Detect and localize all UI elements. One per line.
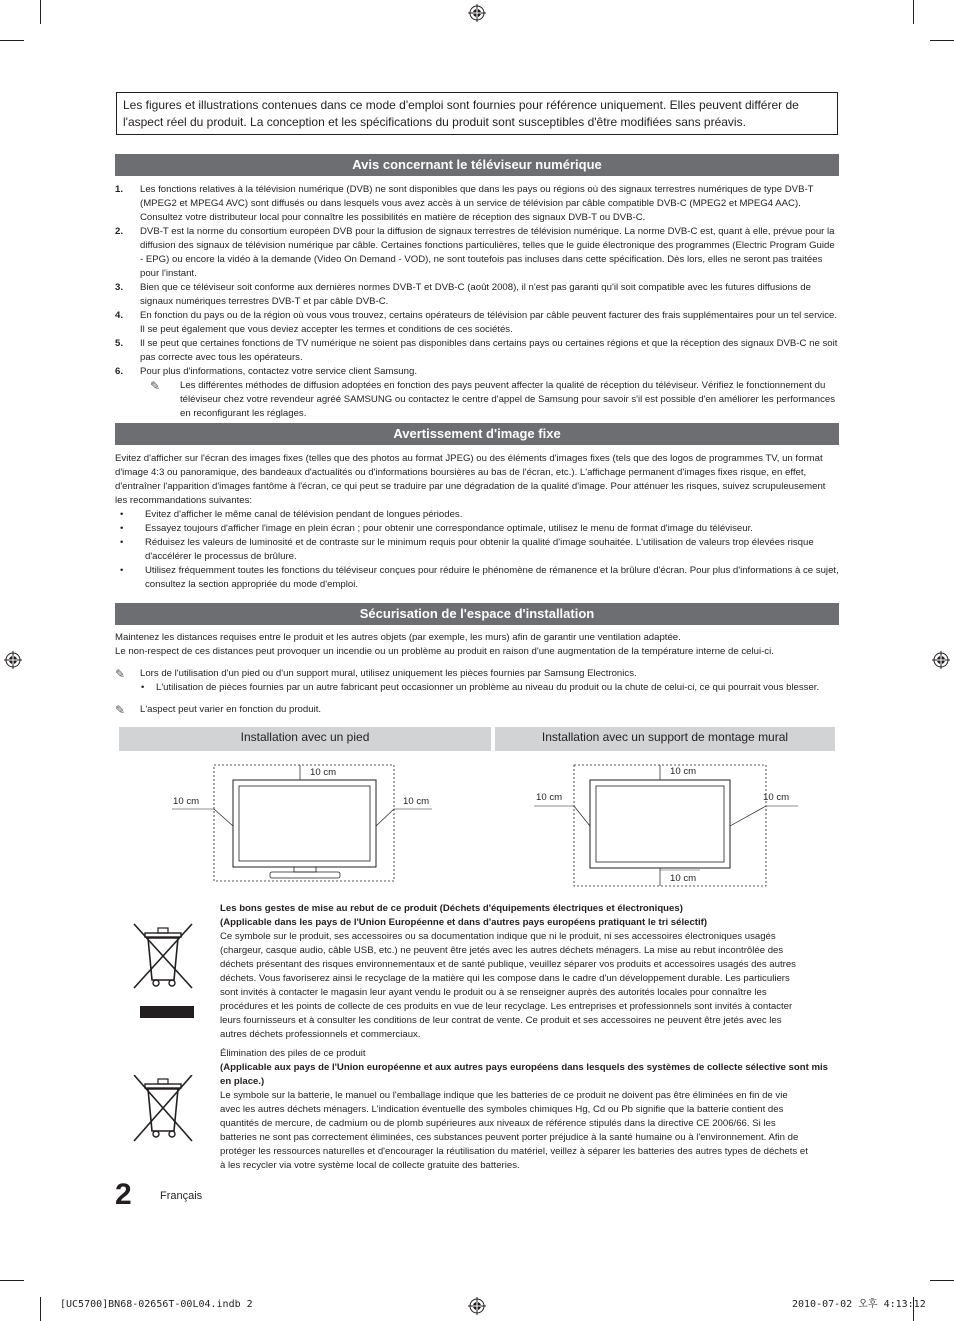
list-text: Utilisez fréquemment toutes les fonctions du téléviseur conçues pour réduire le phénomène de rémanence et la brûlure d'écran. Pour plus d'informations à ce sujet, consultez la section appropriée du mode d'emploi. bbox=[145, 565, 839, 590]
list-item bbox=[115, 183, 840, 225]
bullet: • bbox=[120, 523, 124, 534]
digital-tv-list bbox=[115, 183, 840, 421]
still-image-intro: Evitez d'afficher sur l'écran des images fixes (telles que des photos au format JPEG) ou des éléments d'images fixes (tels que des logos de programmes TV, un format d'image 4:3 ou panoramique, des bandeaux d'actualités ou d'informations boursières au bas de l'écran, etc.). L'affichage permanent d'images fixes risque, en effet, d'entraîner l'apparition d'images fantôme à l'écran, ce qui peut se traduire par une dégradation de la qualité d'image. Pour atténuer les risques, suivez scrupuleusement les recommandations suivantes: bbox=[115, 453, 826, 506]
print-slug-date: 2010-07-02 오후 4:13:12 bbox=[792, 1299, 926, 1310]
registration-mark-icon bbox=[932, 651, 950, 669]
crop-mark bbox=[0, 40, 24, 41]
distance-label-left: 10 cm bbox=[173, 796, 200, 807]
note-block bbox=[115, 667, 840, 681]
list-text: DVB-T est la norme du consortium européen DVB pour la diffusion de signaux terrestres de télévision numérique. La norme DVB-C est, quant à elle, prévue pour la diffusion des signaux de télévision numérique par câble. Certaines fonctions particulières, telles que le guide électronique des programmes (Electric Program Guide - EPG) ou encore la vidéo à la demande (Video On Demand - VOD), ne sont toutefois pas incluses dans cette spécification. Dès lors, elles ne seront pas traitées pour l'instant. bbox=[140, 226, 835, 279]
list-text: Essayez toujours d'afficher l'image en plein écran ; pour obtenir une correspondance optimale, utilisez le menu de format d'image du téléviseur. bbox=[145, 523, 753, 534]
weee-section bbox=[220, 902, 840, 1042]
battery-subtitle: (Applicable aux pays de l'Union européenne et aux autres pays européens dans lesquels des systèmes de collecte sélective sont mis en place.) bbox=[220, 1062, 828, 1087]
pencil-note-icon: ✎ bbox=[150, 379, 161, 393]
crossed-out-wheelie-bin-icon bbox=[132, 922, 194, 1018]
installation-paragraph: Le non-respect de ces distances peut provoquer un incendie ou un problème au produit en raison d'une augmentation de la température interne de celui-ci. bbox=[115, 646, 774, 657]
list-text: Pour plus d'informations, contactez votre service client Samsung. bbox=[140, 366, 417, 377]
bullet: • bbox=[141, 682, 145, 693]
still-image-section bbox=[115, 452, 840, 592]
battery-section bbox=[220, 1047, 840, 1173]
print-slug-file: [UC5700]BN68-02656T-00L04.indb 2 bbox=[60, 1299, 253, 1310]
note-block bbox=[115, 379, 840, 421]
bullet: • bbox=[120, 565, 124, 576]
list-number: 4. bbox=[115, 310, 124, 321]
list-text: Les fonctions relatives à la télévision numérique (DVB) ne sont disponibles que dans les pays ou régions où des signaux terrestres numériques de type DVB-T (MPEG2 et MPEG4 AVC) sont diffusés ou dans lesquels vous avez accès à un service de télévision par câble compatible DVB-C (MPEG2 et MPEG4 AAC). Consultez votre distributeur local pour connaître les possibilités en matière de réception des signaux DVB-T ou DVB-C. bbox=[140, 184, 814, 223]
page-language: Français bbox=[160, 1190, 203, 1202]
section-title-installation: Sécurisation de l'espace d'installation bbox=[115, 603, 839, 625]
column-header-wall-mount: Installation avec un support de montage mural bbox=[495, 727, 835, 751]
registration-mark-icon bbox=[4, 651, 22, 669]
list-text: Evitez d'afficher le même canal de télévision pendant de longues périodes. bbox=[145, 509, 463, 520]
bullet: • bbox=[120, 537, 124, 548]
section-title-digital-tv: Avis concernant le téléviseur numérique bbox=[115, 154, 839, 176]
crop-mark bbox=[930, 40, 954, 41]
crop-mark bbox=[930, 1280, 954, 1281]
installation-text bbox=[115, 631, 840, 717]
list-text: Bien que ce téléviseur soit conforme aux dernières normes DVB-T et DVB-C (août 2008), il n'est pas garanti qu'il soit compatible avec les futures diffusions de signaux numériques terrestres DVB-T et par câble DVB-C. bbox=[140, 282, 811, 307]
list-text: En fonction du pays ou de la région où vous vous trouvez, certains opérateurs de télévision par câble peuvent facturer des frais supplémentaires pour un tel service. Il se peut également que vous deviez accepter les termes et conditions de ces sociétés. bbox=[140, 310, 838, 335]
column-header-stand: Installation avec un pied bbox=[119, 727, 491, 751]
weee-body: Ce symbole sur le produit, ses accessoires ou sa documentation indique que ni le produit, ni ses accessoires électroniques usagés (chargeur, casque audio, câble USB, etc.) ne peuvent être jetés avec les autres déchets ménagers. La mise au rebut incontrôlée des déchets présentant des risques environnementaux et de santé publique, veuillez séparer vos produits et accessoires usagés des autres déchets. Vous favoriserez ainsi le recyclage de la matière qui les compose dans le cadre d'un développement durable. Les particuliers sont invités à contacter le magasin leur ayant vendu le produit ou à se renseigner auprès des autorités locales pour connaître les procédures et les points de collecte de ces produits en vue de leur recyclage. Les entreprises et professionnels sont invités à contacter leurs fournisseurs et à consulter les conditions de leur contrat de vente. Ce produit et ses accessoires ne peuvent être jetés avec les autres déchets professionnels et commerciaux. bbox=[220, 931, 796, 1040]
distance-label-top: 10 cm bbox=[310, 767, 337, 778]
disclaimer-box: Les figures et illustrations contenues dans ce mode d'emploi sont fournies pour référence uniquement. Elles peuvent différer de l'aspect réel du produit. La conception et les spécifications du produit sont susceptibles d'être modifiées sans préavis. bbox=[116, 92, 838, 135]
note-block bbox=[115, 703, 840, 717]
list-item bbox=[115, 681, 840, 695]
page-number: 2 bbox=[115, 1178, 132, 1211]
list-item bbox=[115, 309, 840, 337]
list-item bbox=[115, 536, 840, 564]
weee-title: Les bons gestes de mise au rebut de ce produit (Déchets d'équipements électriques et électroniques) bbox=[220, 903, 683, 914]
crop-mark bbox=[40, 0, 41, 24]
battery-title: Élimination des piles de ce produit bbox=[220, 1048, 366, 1059]
list-item bbox=[115, 508, 840, 522]
battery-body: Le symbole sur la batterie, le manuel ou l'emballage indique que les batteries de ce produit ne doivent pas être éliminées en fin de vie avec les autres déchets ménagers. L'indication éventuelle des symboles chimiques Hg, Cd ou Pb signifie que la batterie contient des quantités de mercure, de cadmium ou de plomb supérieures aux niveaux de référence stipulés dans la directive CE 2006/66. Si les batteries ne sont pas correctement éliminées, ces substances peuvent porter préjudice à la santé humaine ou à l'environnement. Afin de protéger les ressources naturelles et d'encourager la réutilisation du matériel, veillez à séparer les batteries des autres types de déchets et à les recycler via votre système local de collecte gratuite des batteries. bbox=[220, 1090, 808, 1171]
list-item bbox=[115, 522, 840, 536]
pencil-note-icon: ✎ bbox=[115, 667, 126, 681]
list-text: L'utilisation de pièces fournies par un autre fabricant peut occasionner un problème au niveau du produit ou la chute de celui-ci, ce qui pourrait vous blesser. bbox=[156, 682, 820, 693]
list-item bbox=[115, 564, 840, 592]
bullet: • bbox=[120, 509, 124, 520]
list-number: 2. bbox=[115, 226, 124, 237]
crop-mark bbox=[40, 1297, 41, 1321]
note-text: L'aspect peut varier en fonction du produit. bbox=[140, 704, 322, 715]
list-item bbox=[115, 365, 840, 379]
list-text: Réduisez les valeurs de luminosité et de contraste sur le minimum requis pour obtenir la qualité d'image souhaitée. L'utilisation de valeurs trop élevées risque d'accélérer le processus de brûlure. bbox=[145, 537, 814, 562]
section-title-still-image: Avertissement d'image fixe bbox=[115, 423, 839, 445]
crossed-out-wheelie-bin-icon bbox=[132, 1075, 194, 1145]
distance-label-top: 10 cm bbox=[670, 766, 697, 777]
weee-subtitle: (Applicable dans les pays de l'Union Européenne et dans d'autres pays européens pratiquant le tri sélectif) bbox=[220, 917, 708, 928]
pencil-note-icon: ✎ bbox=[115, 703, 126, 717]
distance-label-right: 10 cm bbox=[763, 792, 790, 803]
list-number: 1. bbox=[115, 184, 124, 195]
distance-label-left: 10 cm bbox=[536, 792, 563, 803]
note-text: Les différentes méthodes de diffusion adoptées en fonction des pays peuvent affecter la qualité de réception du téléviseur. Vérifiez le fonctionnement du téléviseur chez votre revendeur agréé SAMSUNG ou contactez le centre d'appel de Samsung pour savoir s'il est possible d'en améliorer les performances en reconfigurant les réglages. bbox=[180, 380, 836, 419]
installation-paragraph: Maintenez les distances requises entre le produit et les autres objets (par exemple, les murs) afin de garantir une ventilation adaptée. bbox=[115, 632, 681, 643]
crop-mark bbox=[0, 1280, 24, 1281]
list-item bbox=[115, 225, 840, 281]
registration-mark-icon bbox=[468, 4, 486, 22]
list-number: 6. bbox=[115, 366, 124, 377]
list-number: 3. bbox=[115, 282, 124, 293]
crop-mark bbox=[913, 0, 914, 24]
list-item bbox=[115, 337, 840, 365]
distance-label-bottom: 10 cm bbox=[670, 873, 697, 884]
list-text: Il se peut que certaines fonctions de TV numérique ne soient pas disponibles dans certains pays ou certaines régions et que la réception des signaux DVB-C ne soit pas correcte avec tous les opérateurs. bbox=[140, 338, 838, 363]
note-text: Lors de l'utilisation d'un pied ou d'un support mural, utilisez uniquement les pièces fournies par Samsung Electronics. bbox=[140, 668, 637, 679]
distance-label-right: 10 cm bbox=[403, 796, 430, 807]
list-number: 5. bbox=[115, 338, 124, 349]
list-item bbox=[115, 281, 840, 309]
registration-mark-icon bbox=[468, 1297, 486, 1315]
